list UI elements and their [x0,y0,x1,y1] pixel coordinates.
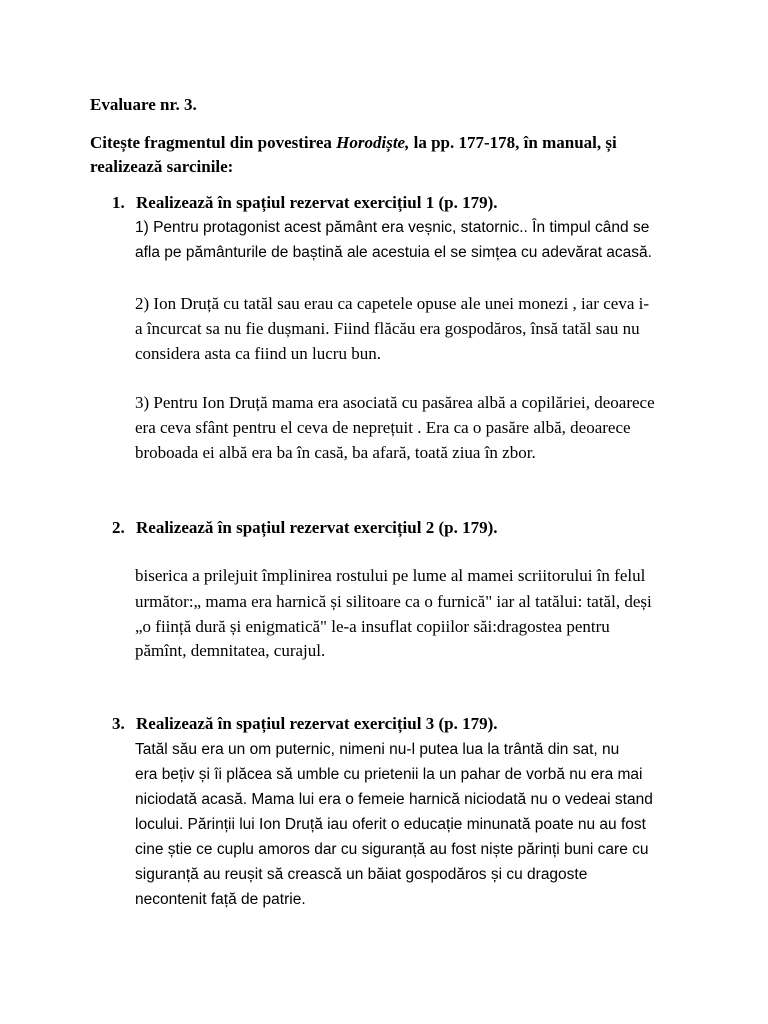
task-number: 2. [112,518,125,537]
answer-line: 3) Pentru Ion Druță mama era asociată cu pasărea albă a copilăriei, deoarece [135,393,655,412]
intro-text-part1: Citește fragmentul din povestirea [90,133,337,152]
answer-line: locului. Părinții lui Ion Druță iau oferit o educație minunată poate nu au fost [135,816,646,833]
answer-line: niciodată acasă. Mama lui era o femeie harnică niciodată nu o vedeai stand [135,791,653,808]
answer-line: biserica a prilejuit împlinirea rostului pe lume al mamei scriitorului în felul [135,566,646,585]
answer-line: era ceva sfânt pentru el ceva de neprețuit . Era ca o pasăre albă, deoarece [135,418,631,437]
intro-line-2: realizează sarcinile: [90,157,234,176]
answer-line: siguranță au reușit să crească un băiat gospodăros și cu dragoste [135,866,588,883]
answer-line: Tatăl său era un om puternic, nimeni nu-l putea lua la trântă din sat, nu [135,741,620,758]
task-number: 3. [112,714,125,733]
answer-line: broboada ei albă era ba în casă, ba afară, toată ziua în zbor. [135,443,536,462]
intro-book-title: Horodiște, [336,133,410,152]
answer-line: 1) Pentru protagonist acest pământ era veșnic, statornic.. În timpul când se [135,219,650,236]
task-heading: Realizează în spațiul rezervat exercițiul 2 (p. 179). [136,518,498,537]
answer-line: „o ființă dură și enigmatică" le-a insuflat copiilor săi:dragostea pentru [135,617,610,636]
answer-line: afla pe pământurile de baștină ale acestuia el se simțea cu adevărat acasă. [135,244,652,261]
intro-line-1 [90,133,617,153]
answer-line: următor:„ mama era harnică și silitoare ca o furnică" iar al tatălui: tatăl, deși [135,592,652,611]
answer-line: 2) Ion Druță cu tatăl sau erau ca capetele opuse ale unei monezi , iar ceva i- [135,294,649,313]
answer-line: considera asta ca fiind un lucru bun. [135,344,381,363]
answer-line: a încurcat sa nu fie dușmani. Fiind flăcău era gospodăros, însă tatăl sau nu [135,319,640,338]
answer-line: cine știe ce cuplu amoros dar cu siguranță au fost niște părinți buni care cu [135,841,649,858]
answer-line: era bețiv și îi plăcea să umble cu prietenii la un pahar de vorbă nu era mai [135,766,643,783]
task-number: 1. [112,193,125,212]
task-heading: Realizează în spațiul rezervat exercițiul 1 (p. 179). [136,193,498,212]
task-heading: Realizează în spațiul rezervat exercițiul 3 (p. 179). [136,714,498,733]
answer-line: pămînt, demnitatea, curajul. [135,641,326,660]
answer-line: necontenit față de patrie. [135,891,306,908]
intro-text-part2: la pp. 177-178, în manual, și [409,133,617,152]
page-title: Evaluare nr. 3. [90,95,197,114]
